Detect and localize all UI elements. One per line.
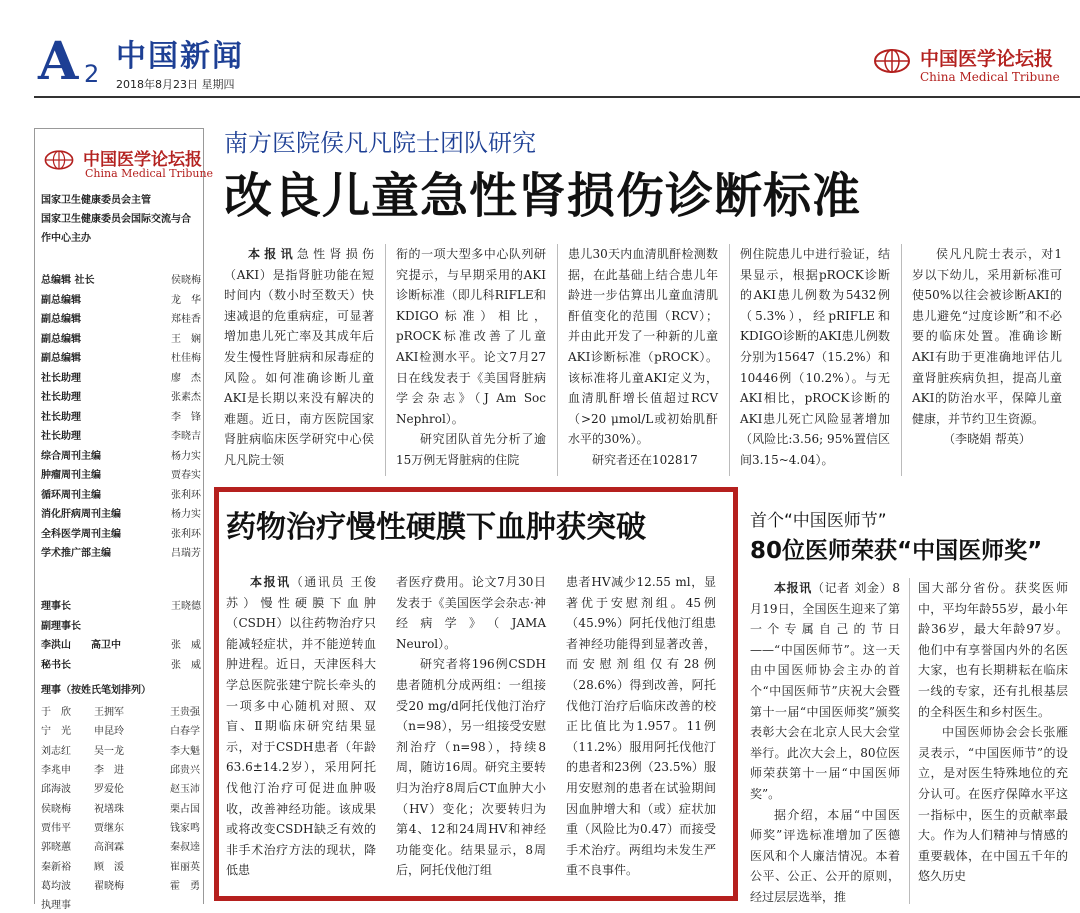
council-row (41, 740, 201, 759)
staff-row (41, 367, 201, 387)
staff-role: 理事长 (41, 601, 71, 613)
council-member: 刘志红 (41, 745, 71, 757)
masthead-logo (872, 42, 1062, 90)
article3-subtitle: 首个“中国医师节” (750, 511, 887, 531)
staff-row (41, 595, 201, 615)
council-row (41, 836, 201, 855)
paragraph-text: 中国医师协会会长张雁灵表示，“中国医师节”的设立，是对医生特殊地位的充分认可。在医疗保障水平这一指标中，医生的贡献率最大。作为人们精神与情感的重要载体，在中国五千年的悠久历史 (918, 725, 1068, 884)
staff-row (41, 503, 201, 523)
council-member: 秦新裕 (41, 861, 71, 873)
paragraph (396, 244, 546, 429)
council-title: 理事（按姓氏笔划排列） (41, 685, 151, 696)
staff-row (41, 289, 201, 309)
paragraph (750, 578, 900, 805)
article1-column-3 (568, 244, 718, 471)
paragraph (566, 572, 716, 881)
sidebar-staff-box (34, 128, 214, 912)
staff-row (41, 328, 201, 348)
staff-row (41, 386, 201, 406)
paragraph (750, 805, 900, 908)
council-row (41, 817, 201, 836)
paragraph-text: 国大部分省份。获奖医师中，平均年龄55岁，最小年龄36岁，最大年龄97岁。他们中有享誉国内外的名医大家，也有长期耕耘在临床一线的专家，还有扎根基层的全科医生和乡村医生。 (918, 581, 1068, 719)
supervisor-line: 作中心主办 (41, 233, 91, 244)
supervisor-line: 国家卫生健康委员会国际交流与合 (41, 214, 191, 225)
council-row (41, 720, 201, 739)
council-member: 申昆玲 (94, 726, 124, 738)
council-row (41, 875, 201, 894)
masthead-rule (34, 96, 1080, 98)
paragraph-text: 者医疗费用。论文7月30日发表于《美国医学会杂志·神经病学》（JAMA Neurol）。 (396, 575, 546, 651)
column-divider (909, 578, 910, 904)
paragraph-text: 患者HV减少12.55 ml，显著优于安慰剂组。45例（45.9%）阿托伐他汀组患者神经功能得到显著改善，而安慰剂组仅有28例（28.6%）得到改善，阿托伐他汀治疗后临床改善的校正比值比为1.957。11例（11.2%）服用阿托伐他汀的患者和23例（23.5%）服用安慰剂的患者在试验期间因血肿增大和（或）症状加重（风险比为0.47）而接受手术治疗。两组均未发生严重不良事件。 (566, 575, 716, 878)
staff-name: 张 威 (171, 640, 201, 652)
article1-headline: 改良儿童急性肾损伤诊断标准 (224, 168, 862, 224)
article1-column-4 (740, 244, 890, 471)
staff-row (41, 347, 201, 367)
council-member: 于 欣 (41, 707, 71, 719)
paragraph (224, 244, 374, 471)
supervisor-line: 国家卫生健康委员会主管 (41, 195, 151, 206)
board-list (41, 595, 201, 673)
staff-row (41, 523, 201, 543)
staff-name: 张利环 (171, 489, 201, 501)
council-member: 翟晓梅 (94, 880, 124, 892)
staff-row (41, 464, 201, 484)
article2-column-3 (566, 572, 716, 881)
paragraph-text: 侯凡凡院士表示，对1岁以下幼儿，采用新标准可使50%以往会被诊断AKI的患儿避免“过度诊断”和不必要的临床处置。准确诊断AKI有助于更准确地评估儿童肾脏疾病负担，提高儿童AKI的防治水平，保障儿童健康，并节约卫生资源。 (912, 247, 1062, 426)
staff-role: 消化肝病周刊主编 (41, 509, 121, 521)
page-number: 2 (84, 60, 100, 88)
council-member: 栗占国 (170, 803, 200, 815)
staff-name: 李 锋 (171, 411, 201, 423)
staff-row (41, 308, 201, 328)
council-member: 白春学 (170, 726, 200, 738)
paragraph-text: （记者 刘金）8月19日，全国医生迎来了第一个专属自己的节日——“中国医师节”。这一天由中国医师协会主办的首个“中国医师节”庆祝大会暨第十一届“中国医师奖”颁奖表彰大会在北京人民大会堂举行。此次大会上，80位医师荣获第十一届“中国医师奖”。 (750, 581, 900, 801)
council-member: 祝墡珠 (94, 803, 124, 815)
paragraph (912, 429, 1062, 450)
staff-name: 贾春实 (171, 470, 201, 482)
council-row (41, 894, 201, 913)
column-divider (901, 244, 902, 476)
paragraph-text: 患儿30天内血清肌酐检测数据，在此基础上结合患儿年龄进一步估算出儿童血清肌酐值变化的范围（RCV）；并由此开发了一种新的儿童AKI诊断标准（pROCK）。该标准将儿童AKI定义为，血清肌酐增长值超过RCV（>20 μmol/L或初始肌酐水平的30%）。 (568, 247, 718, 447)
council-member: 执理事 (41, 900, 71, 912)
staff-row (41, 484, 201, 504)
section-title: 中国新闻 (116, 39, 244, 74)
council-member: 宁 光 (41, 726, 71, 738)
council-list (41, 701, 201, 913)
council-member: 王拥军 (94, 707, 124, 719)
paragraph (918, 578, 1068, 722)
council-member: 钱家鸣 (170, 822, 200, 834)
staff-row (41, 425, 201, 445)
logo-english: China Medical Tribune (920, 70, 1060, 84)
staff-role: 李洪山 高卫中 (41, 640, 121, 652)
council-member: 崔丽英 (170, 861, 200, 873)
council-row (41, 701, 201, 720)
council-member: 郭晓蕙 (41, 842, 71, 854)
paragraph (912, 244, 1062, 429)
paragraph (396, 572, 546, 654)
staff-row (41, 615, 201, 635)
staff-row (41, 542, 201, 562)
logo-name: 中国医学论坛报 (920, 48, 1054, 70)
dateline: 本报讯 (248, 247, 297, 261)
staff-role: 副总编辑 (41, 353, 81, 365)
staff-name: 王 娴 (171, 333, 201, 345)
staff-role: 副总编辑 (41, 314, 81, 326)
staff-name: 王晓德 (171, 601, 201, 613)
staff-name: 张素杰 (171, 392, 201, 404)
issue-date: 2018年8月23日 星期四 (116, 78, 235, 91)
article3-column-2 (918, 578, 1068, 887)
column-divider (385, 244, 386, 476)
staff-role: 副总编辑 (41, 333, 81, 345)
staff-name: 张利环 (171, 528, 201, 540)
council-member: 吴一龙 (94, 745, 124, 757)
staff-name: 廖 杰 (171, 372, 201, 384)
staff-role: 综合周刊主编 (41, 450, 101, 462)
council-row (41, 778, 201, 797)
globe-emblem-icon (872, 46, 912, 76)
sidebar-logo (43, 143, 214, 189)
column-divider (557, 244, 558, 476)
staff-role: 秘书长 (41, 659, 71, 671)
paragraph-text: （通讯员 王俊苏）慢性硬膜下血肿（CSDH）以往药物治疗只能减轻症状，并不能逆转血肿进程。近日，天津医科大学总医院张建宁院长牵头的一项多中心随机对照、双盲、Ⅱ期临床研究结果显示，对于CSDH患者（年龄63.6±14.2岁），采用阿托伐他汀治疗可促进血肿吸收，改善神经功能。该成果或将改变CSDH缺乏有效的非手术治疗方法的现状，降低患 (226, 575, 376, 878)
paragraph-text: 急性肾损伤（AKI）是指肾脏功能在短时间内（数小时至数天）快速减退的危重病症，可显著增加患儿死亡率及其成年后发生慢性肾脏病和尿毒症的风险。如何准确诊断儿童AKI是长期以来没有解决的难题。近日，南方医院国家肾脏病临床医学研究中心侯凡凡院士领 (224, 247, 374, 467)
sidebar-logo-english: China Medical Tribune (85, 167, 214, 180)
staff-row (41, 269, 201, 289)
staff-role: 学术推广部主编 (41, 548, 111, 560)
council-member: 贾继东 (94, 822, 124, 834)
paragraph (226, 572, 376, 881)
article2-column-1 (226, 572, 376, 881)
paragraph-text: （李晓娟 帮英） (943, 432, 1031, 447)
council-row (41, 759, 201, 778)
staff-role: 总编辑 社长 (41, 275, 95, 287)
article2-column-2 (396, 572, 546, 881)
paragraph (396, 429, 546, 470)
staff-role: 全科医学周刊主编 (41, 528, 121, 540)
sidebar-logo-name: 中国医学论坛报 (83, 150, 202, 170)
staff-role: 社长助理 (41, 411, 81, 423)
paragraph-text: 研究团队首先分析了逾15万例无肾脏病的住院 (396, 432, 546, 467)
council-member: 秦叔逵 (170, 842, 200, 854)
article1-column-1 (224, 244, 374, 471)
staff-name: 李晓吉 (171, 431, 201, 443)
staff-name: 杨力实 (171, 509, 201, 521)
staff-role: 副理事长 (41, 620, 81, 632)
paragraph (568, 450, 718, 471)
council-member: 李大魁 (170, 745, 200, 757)
staff-role: 社长助理 (41, 392, 81, 404)
council-member: 李兆申 (41, 765, 71, 777)
staff-role: 社长助理 (41, 431, 81, 443)
staff-name: 杜佳梅 (171, 353, 201, 365)
paragraph-text: 据介绍，本届“中国医师奖”评选标准增加了医德医风和个人廉洁情况。本着公平、公正、公开的原则，经过层层选举，推 (750, 807, 900, 904)
globe-emblem-icon (43, 147, 75, 173)
council-member: 高润霖 (94, 842, 124, 854)
staff-list (41, 269, 201, 562)
staff-row (41, 406, 201, 426)
staff-role: 肿瘤周刊主编 (41, 470, 101, 482)
paragraph (918, 722, 1068, 887)
council-member: 赵玉沛 (170, 784, 200, 796)
paragraph-text: 研究者还在102817 (592, 452, 698, 467)
paragraph (568, 244, 718, 450)
council-member: 葛均波 (41, 880, 71, 892)
column-divider (729, 244, 730, 476)
council-member: 罗爱伦 (94, 784, 124, 796)
staff-role: 副总编辑 (41, 294, 81, 306)
staff-name: 郑桂香 (171, 314, 201, 326)
sidebar-supervisor (41, 191, 201, 248)
article1-subtitle: 南方医院侯凡凡院士团队研究 (224, 129, 536, 157)
article3-headline: 80位医师荣获“中国医师奖” (750, 538, 1043, 564)
council-row (41, 797, 201, 816)
paragraph (740, 244, 890, 471)
council-member: 侯晓梅 (41, 803, 71, 815)
article1-column-2 (396, 244, 546, 471)
council-member: 王贵强 (170, 707, 200, 719)
paragraph-text: 例住院患儿中进行验证，结果显示，根据pROCK诊断的AKI患儿例数为5432例（5.3%），经pRIFLE和KDIGO诊断的AKI患儿例数分别为15647（15.2%）和10446例（10.2%）。与无AKI相比，pROCK诊断的AKI患儿死亡风险显著增加（风险比:3.56; 95%置信区间3.15~4.04）。 (740, 247, 890, 467)
council-member: 贾伟平 (41, 822, 71, 834)
council-member: 邱贵兴 (170, 765, 200, 777)
paragraph-text: 研究者将196例CSDH患者随机分成两组：一组接受20 mg/d阿托伐他汀治疗（n=98），另一组接受安慰剂治疗（n=98），持续8周，随访16周。研究主要转归为治疗8周后CT血肿大小（HV）变化；次要转归为第4、12和24周HV和神经功能变化。结果显示，8周后，阿托伐他汀组 (396, 657, 546, 878)
council-member: 顾 湲 (94, 861, 124, 873)
staff-name: 杨力实 (171, 450, 201, 462)
staff-row (41, 634, 201, 654)
article2-headline: 药物治疗慢性硬膜下血肿获突破 (226, 510, 646, 545)
paragraph (396, 654, 546, 881)
article3-column-1 (750, 578, 900, 908)
dateline: 本报讯 (250, 575, 291, 589)
page-letter: A (38, 31, 79, 92)
article1-column-5 (912, 244, 1062, 450)
staff-role: 循环周刊主编 (41, 489, 101, 501)
paragraph-text: 衔的一项大型多中心队列研究提示，与早期采用的AKI诊断标准（即儿科RIFLE和KDIGO标准）相比，pROCK标准改善了儿童AKI检测水平。论文7月27日在线发表于《美国肾脏病学会杂志》（J Am Soc Nephrol）。 (396, 247, 546, 426)
staff-name: 龙 华 (171, 294, 201, 306)
staff-name: 吕瑞芳 (171, 548, 201, 560)
council-member: 李 进 (94, 765, 124, 777)
council-member: 霍 勇 (170, 880, 200, 892)
council-member: 邱海波 (41, 784, 71, 796)
dateline: 本报讯 (774, 581, 812, 595)
staff-role: 社长助理 (41, 372, 81, 384)
staff-name: 侯晓梅 (171, 275, 201, 287)
staff-row (41, 654, 201, 674)
staff-row (41, 445, 201, 465)
staff-name: 张 威 (171, 659, 201, 671)
council-row (41, 855, 201, 874)
